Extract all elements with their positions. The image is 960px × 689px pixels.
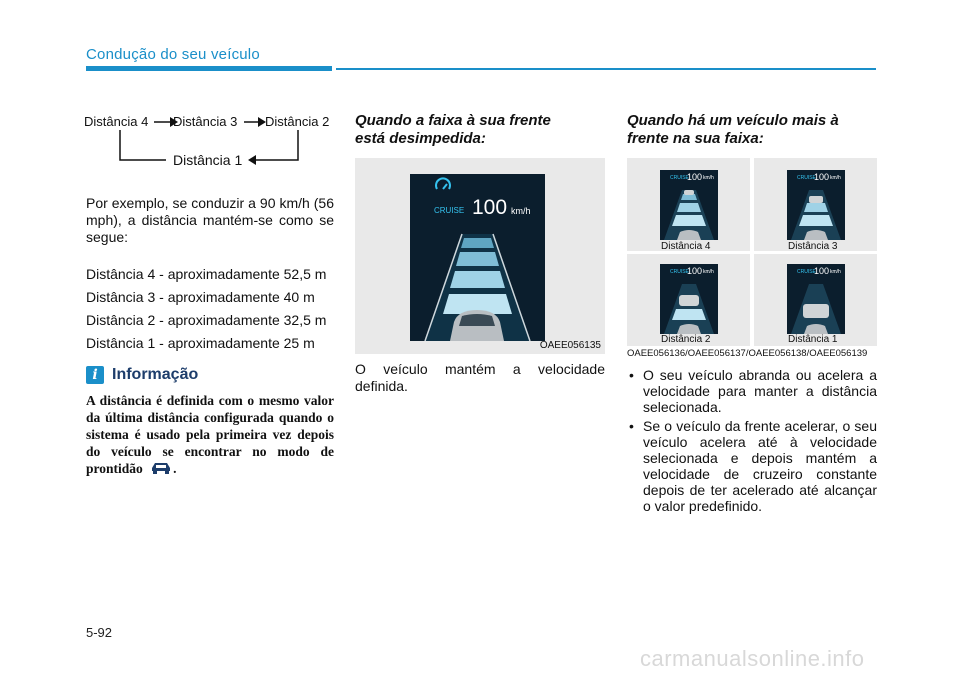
distance-1-label: Distância 1 bbox=[173, 152, 243, 168]
arrow-2-to-1-head bbox=[248, 155, 256, 165]
lead-car bbox=[803, 304, 829, 318]
clear-lane-title-line2: está desimpedida: bbox=[355, 130, 486, 147]
thumb-display bbox=[660, 170, 718, 240]
info-body-text: A distância é definida com o mesmo valor da última distância configurada quando o sistema é usado pela primeira vez depois do veículo se encontrar no modo de prontidão bbox=[86, 393, 334, 476]
thumb-cruise-label: CRUISE bbox=[670, 269, 689, 275]
lane-bar-3 bbox=[450, 271, 505, 288]
bullet-text-2: Se o veículo da frente acelerar, o seu veículo acelera até à velocidade selecionada e depois mantém a velocidade de cruzeiro constante depois de ter acelerado até alcançar o valor predefinido. bbox=[643, 418, 877, 514]
header-rule-thin bbox=[336, 68, 876, 70]
thumbnail-distance-4 bbox=[627, 158, 750, 251]
lane-bar-1 bbox=[461, 238, 494, 248]
bullet-dot: • bbox=[629, 418, 634, 434]
vehicle-ahead-title-line2: frente na sua faixa: bbox=[627, 130, 764, 147]
thumb-cruise-label: CRUISE bbox=[797, 269, 816, 275]
cruise-label: CRUISE bbox=[434, 206, 465, 215]
thumbnail-distance-3 bbox=[754, 158, 877, 251]
image-code: OAEE056135 bbox=[539, 340, 601, 351]
distance-item-1: Distância 1 - aproximadamente 25 m bbox=[86, 335, 315, 351]
distance-item-3: Distância 3 - aproximadamente 40 m bbox=[86, 289, 315, 305]
thumb-label: Distância 4 bbox=[661, 241, 711, 252]
thumb-speed: 100 bbox=[687, 172, 703, 182]
clear-lane-title bbox=[355, 112, 605, 148]
distance-item-4: Distância 4 - aproximadamente 52,5 m bbox=[86, 266, 327, 282]
info-title: Informação bbox=[112, 366, 199, 383]
thumb-unit: km/h bbox=[703, 269, 714, 275]
distance-item-2: Distância 2 - aproximadamente 32,5 m bbox=[86, 312, 327, 328]
thumbnail-distance-1 bbox=[754, 254, 877, 346]
thumb-unit: km/h bbox=[830, 175, 841, 181]
bracket-right bbox=[256, 130, 298, 160]
cruise-speed-unit: km/h bbox=[511, 206, 531, 216]
thumb-cruise-label: CRUISE bbox=[797, 175, 816, 181]
lead-car bbox=[679, 295, 699, 306]
car-ready-icon bbox=[149, 460, 173, 476]
watermark: carmanualsonline.info bbox=[640, 646, 865, 671]
vehicle-ahead-figure bbox=[627, 158, 877, 346]
thumb-display bbox=[787, 264, 845, 334]
thumb-speed: 100 bbox=[814, 172, 830, 182]
thumb-speed: 100 bbox=[814, 266, 830, 276]
header-rule-thick bbox=[86, 66, 332, 71]
lane-bar-2 bbox=[456, 252, 499, 266]
thumb-label: Distância 1 bbox=[788, 334, 838, 345]
cruise-speed: 100 bbox=[472, 196, 508, 219]
thumb-speed: 100 bbox=[687, 266, 703, 276]
thumb-unit: km/h bbox=[703, 175, 714, 181]
bullet-text-1: O seu veículo abranda ou acelera a velocidade para manter a distância selecionada. bbox=[643, 367, 877, 415]
intro-paragraph: Por exemplo, se conduzir a 90 km/h (56 mph), a distância mantém-se como se segue: bbox=[86, 195, 334, 245]
section-title: Condução do seu veículo bbox=[86, 46, 260, 63]
vehicle-ahead-title bbox=[627, 112, 877, 148]
distance-4-label: Distância 4 bbox=[84, 114, 149, 129]
vehicle-ahead-title-line1: Quando há um veículo mais à bbox=[627, 112, 839, 129]
cluster-display bbox=[410, 174, 545, 341]
distance-3-label: Distância 3 bbox=[173, 114, 238, 129]
thumb-label: Distância 2 bbox=[661, 334, 711, 345]
lead-car bbox=[809, 196, 823, 203]
clear-lane-title-line1: Quando a faixa à sua frente bbox=[355, 112, 551, 129]
distance-diagram bbox=[84, 110, 336, 170]
thumb-unit: km/h bbox=[830, 269, 841, 275]
thumb-cruise-label: CRUISE bbox=[670, 175, 689, 181]
bullet-item-2 bbox=[629, 418, 877, 514]
clear-lane-figure bbox=[355, 158, 605, 354]
info-icon: i bbox=[86, 366, 104, 384]
bullet-dot: • bbox=[629, 367, 634, 383]
own-car-window bbox=[459, 314, 495, 326]
thumbnail-distance-2 bbox=[627, 254, 750, 346]
bullet-item-1 bbox=[629, 367, 877, 415]
info-body-end: . bbox=[173, 461, 177, 476]
thumb-label: Distância 3 bbox=[788, 241, 838, 252]
lead-car bbox=[684, 190, 694, 195]
info-body bbox=[86, 392, 334, 477]
bracket-left bbox=[120, 130, 166, 160]
distance-2-label: Distância 2 bbox=[265, 114, 330, 129]
page-number: 5-92 bbox=[86, 625, 113, 640]
thumbnails-image-codes: OAEE056136/OAEE056137/OAEE056138/OAEE056139 bbox=[627, 348, 868, 359]
clear-lane-caption: O veículo mantém a velocidade definida. bbox=[355, 361, 605, 394]
thumb-display bbox=[787, 170, 845, 240]
thumb-display bbox=[660, 264, 718, 334]
